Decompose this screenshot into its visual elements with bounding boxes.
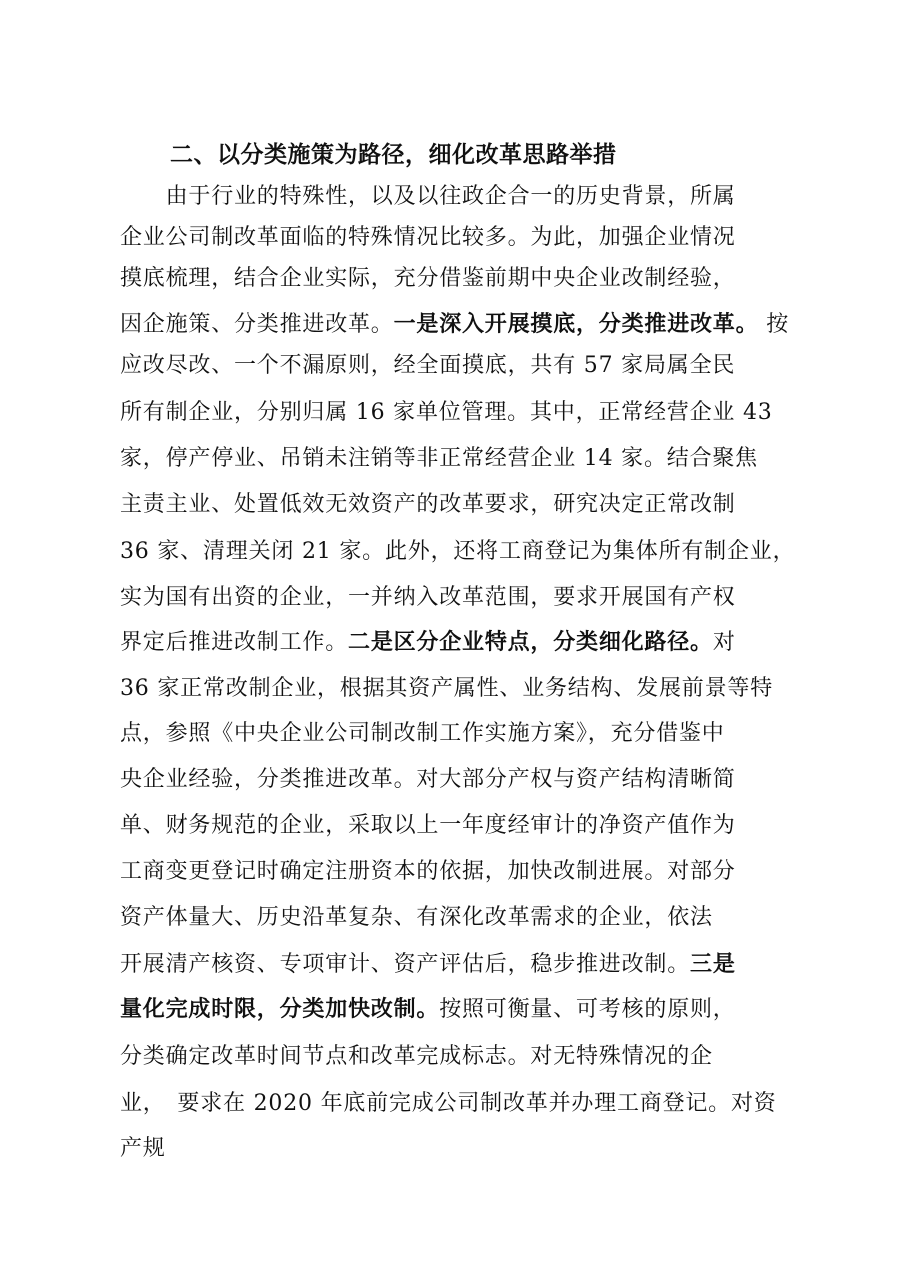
text-run: 实为国有出资的企业，一并纳入改革范围，要求开展国有产权: [120, 585, 736, 610]
text-run: 对: [712, 630, 736, 655]
text-run: 工商变更登记时确定注册资本的依据，加快改制进展。对部分: [120, 859, 736, 884]
body-line: [120, 811, 736, 841]
body-line: [120, 857, 736, 887]
bold-phrase: 二是区分企业特点，分类细化路径。: [348, 630, 713, 655]
section-heading: 二、以分类施策为路径，细化改革思路举措: [170, 142, 617, 168]
text-run: 界定后推进改制工作。: [120, 630, 349, 655]
body-line: [120, 583, 736, 613]
text-run: 点，参照《中央企业公司制改制工作实施方案》，充分借鉴中: [120, 721, 725, 746]
text-run: 摸底梳理，结合企业实际，充分借鉴前期中央企业改制经验，: [120, 266, 736, 291]
body-line: [120, 182, 736, 212]
body-line: [120, 398, 773, 428]
text-run: 企业公司制改革面临的特殊情况比较多。为此，加强企业情况: [120, 225, 736, 250]
body-line: [120, 264, 736, 294]
text-run: 按: [758, 312, 790, 337]
text-run: 36 家正常改制企业，根据其资产属性、业务结构、发展前景等特: [120, 676, 773, 701]
text-run: 应改尽改、一个不漏原则，经全面摸底，共有 57 家局属全民: [120, 353, 736, 378]
bold-phrase: 一是深入开展摸底，分类推进改革。: [393, 312, 759, 337]
body-line: [120, 903, 713, 933]
text-run: 36 家、清理关闭 21 家。此外，还将工商登记为集体所有制企业，: [120, 539, 796, 564]
body-line: [120, 351, 735, 381]
text-run: 按照可衡量、可考核的原则，: [439, 997, 736, 1022]
text-run: 主责主业、处置低效无效资产的改革要求，研究决定正常改制: [120, 492, 736, 517]
body-line: [120, 950, 736, 980]
bold-phrase: 三是: [690, 952, 736, 977]
body-line: [120, 765, 736, 795]
text-run: 所有制企业，分别归属 16 家单位管理。其中，正常经营企业 43: [120, 400, 773, 425]
body-line: [120, 1134, 166, 1164]
bold-phrase: 量化完成时限，分类加快改制。: [120, 997, 440, 1022]
body-line: [120, 1089, 777, 1119]
body-line: [120, 537, 795, 567]
body-line: [120, 674, 773, 704]
text-run: 分类确定改革时间节点和改革完成标志。对无特殊情况的企: [120, 1044, 713, 1069]
text-run: 因企施策、分类推进改革。: [120, 312, 394, 337]
body-line: [120, 310, 789, 340]
body-line: [120, 444, 758, 474]
text-run: 产规: [120, 1136, 166, 1161]
text-run: 单、财务规范的企业，采取以上一年度经审计的净资产值作为: [120, 813, 736, 838]
text-run: 央企业经验，分类推进改革。对大部分产权与资产结构清晰简: [120, 767, 736, 792]
text-run: 资产体量大、历史沿革复杂、有深化改革需求的企业，依法: [120, 905, 713, 930]
text-run: 开展清产核资、专项审计、资产评估后，稳步推进改制。: [120, 952, 691, 977]
text-run: 家，停产停业、吊销未注销等非正常经营企业 14 家。结合聚焦: [120, 446, 758, 471]
text-run: 业， 要求在 2020 年底前完成公司制改革并办理工商登记。对资: [120, 1091, 777, 1116]
body-line: [120, 628, 736, 658]
body-line: [120, 490, 736, 520]
body-line: [120, 223, 736, 253]
body-line: [120, 1042, 713, 1072]
body-line: [120, 719, 725, 749]
body-line: [120, 995, 736, 1025]
text-run: 由于行业的特殊性，以及以往政企合一的历史背景，所属: [120, 184, 736, 209]
